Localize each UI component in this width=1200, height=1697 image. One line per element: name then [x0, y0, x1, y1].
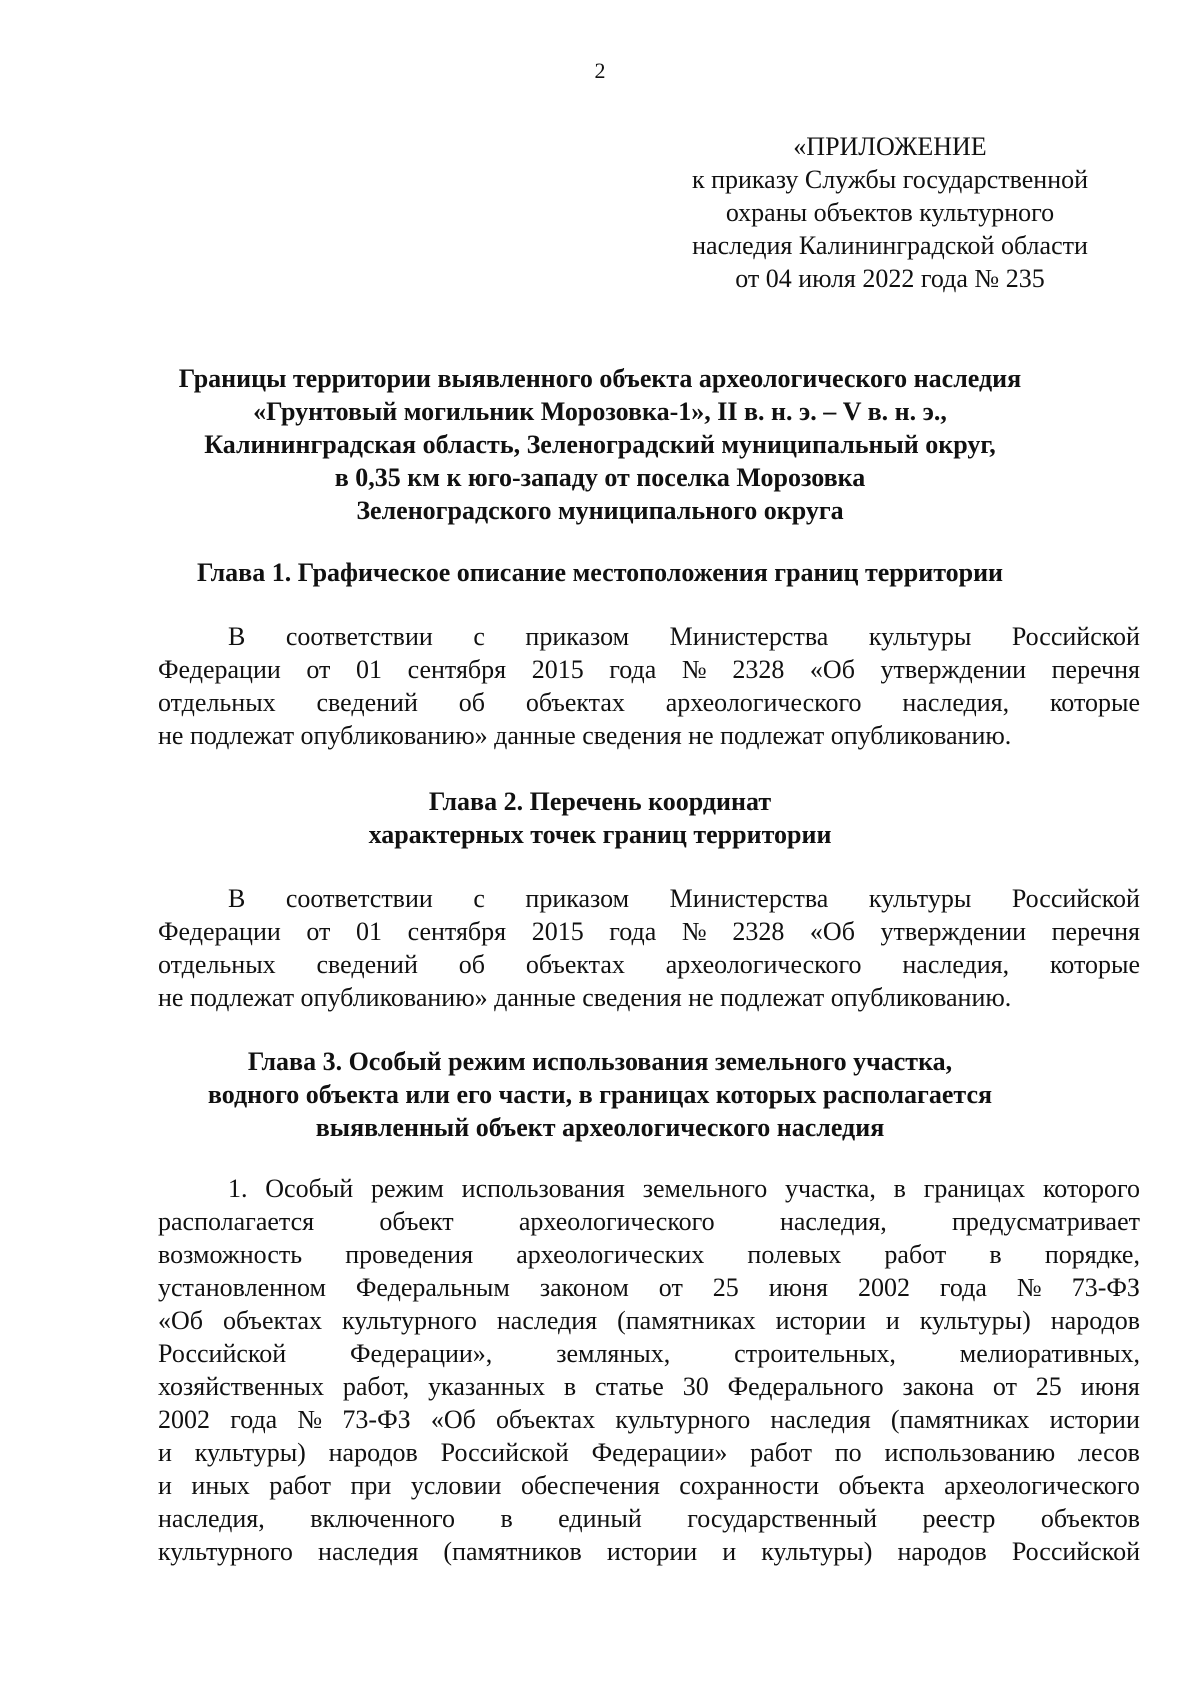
paragraph-line: не подлежат опубликованию» данные сведения не подлежат опубликованию. — [158, 983, 1012, 1012]
chapter2-heading — [150, 785, 1050, 851]
paragraph-line: «Об объектах культурного наследия (памятниках истории и культуры) народов — [158, 1306, 1140, 1335]
paragraph-line: 2002 года № 73-ФЗ «Об объектах культурного наследия (памятниках истории — [158, 1405, 1140, 1434]
chapter3-paragraph — [158, 1172, 1140, 1568]
paragraph-line: возможность проведения археологических полевых работ в порядке, — [158, 1240, 1140, 1269]
heading-line: характерных точек границ территории — [368, 820, 832, 849]
chapter2-paragraph — [158, 882, 1140, 1014]
paragraph-line: отдельных сведений об объектах археологического наследия, которые — [158, 950, 1140, 979]
paragraph-line: отдельных сведений об объектах археологического наследия, которые — [158, 688, 1140, 717]
paragraph-line: В соответствии с приказом Министерства культуры Российской — [228, 622, 1140, 651]
paragraph-line: не подлежат опубликованию» данные сведения не подлежат опубликованию. — [158, 721, 1012, 750]
chapter1-heading — [150, 556, 1050, 589]
paragraph-line: В соответствии с приказом Министерства культуры Российской — [228, 884, 1140, 913]
paragraph-line: и культуры) народов Российской Федерации» работ по использованию лесов — [158, 1438, 1140, 1467]
paragraph-line: культурного наследия (памятников истории и культуры) народов Российской — [158, 1537, 1140, 1566]
paragraph-line: Российской Федерации», земляных, строительных, мелиоративных, — [158, 1339, 1140, 1368]
appendix-header — [660, 130, 1120, 295]
appendix-line: от 04 июля 2022 года № 235 — [735, 264, 1045, 293]
heading-line: Глава 2. Перечень координат — [428, 787, 772, 816]
title-line: «Грунтовый могильник Морозовка-1», II в. н. э. – V в. н. э., — [253, 397, 947, 426]
appendix-line: «ПРИЛОЖЕНИЕ — [793, 132, 987, 161]
paragraph-line: и иных работ при условии обеспечения сохранности объекта археологического — [158, 1471, 1140, 1500]
document-title — [150, 362, 1050, 527]
title-line: в 0,35 км к юго-западу от поселка Морозовка — [334, 463, 866, 492]
paragraph-line: располагается объект археологического наследия, предусматривает — [158, 1207, 1140, 1236]
appendix-line: наследия Калининградской области — [692, 231, 1088, 260]
paragraph-line: Федерации от 01 сентября 2015 года № 2328 «Об утверждении перечня — [158, 917, 1140, 946]
title-line: Границы территории выявленного объекта археологического наследия — [178, 364, 1022, 393]
appendix-line: охраны объектов культурного — [725, 198, 1055, 227]
heading-line: Глава 1. Графическое описание местоположения границ территории — [196, 558, 1004, 587]
paragraph-line: установленном Федеральным законом от 25 июня 2002 года № 73-ФЗ — [158, 1273, 1140, 1302]
paragraph-line: хозяйственных работ, указанных в статье 30 Федерального закона от 25 июня — [158, 1372, 1140, 1401]
page-number: 2 — [594, 58, 606, 83]
paragraph-line: Федерации от 01 сентября 2015 года № 2328 «Об утверждении перечня — [158, 655, 1140, 684]
paragraph-line: наследия, включенного в единый государственный реестр объектов — [158, 1504, 1140, 1533]
title-line: Калининградская область, Зеленоградский муниципальный округ, — [204, 430, 996, 459]
heading-line: Глава 3. Особый режим использования земельного участка, — [247, 1047, 953, 1076]
heading-line: водного объекта или его части, в границах которых располагается — [207, 1080, 993, 1109]
paragraph-line: 1. Особый режим использования земельного участка, в границах которого — [228, 1174, 1140, 1203]
chapter3-heading — [150, 1045, 1050, 1144]
title-line: Зеленоградского муниципального округа — [356, 496, 844, 525]
heading-line: выявленный объект археологического наследия — [315, 1113, 885, 1142]
chapter1-paragraph — [158, 620, 1140, 752]
appendix-line: к приказу Службы государственной — [691, 165, 1089, 194]
